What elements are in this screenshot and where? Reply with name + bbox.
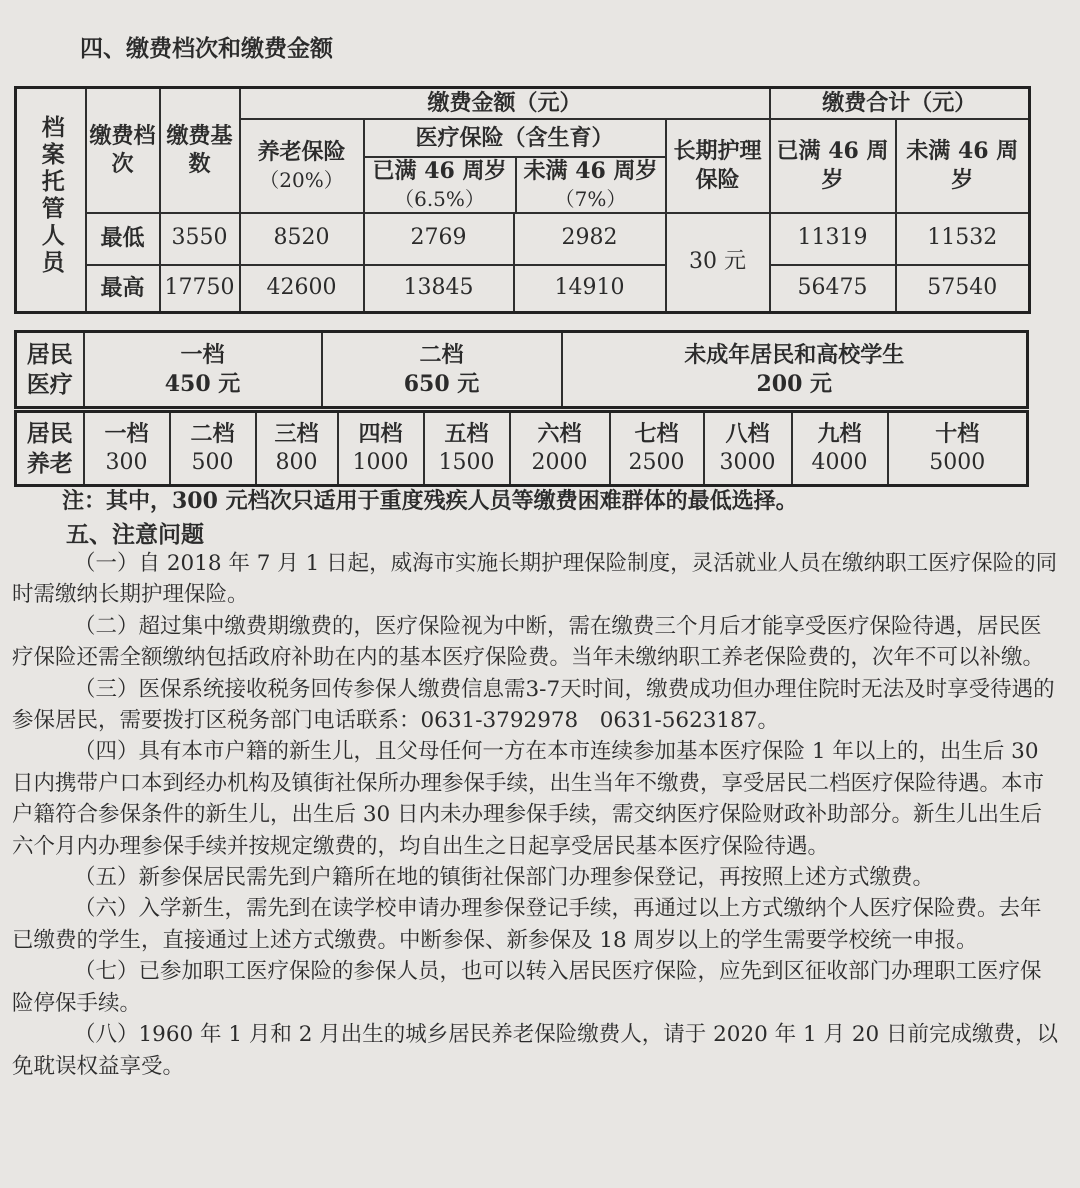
pension-grade: 二档 500 <box>170 412 256 486</box>
pension-grade: 七档 2500 <box>610 412 704 486</box>
medical-header: 医疗保险（含生育） 已满 46 周岁 （6.5%） 未满 46 周岁 （7%） <box>364 119 666 213</box>
resident-pension-label: 居民养老 <box>16 412 84 486</box>
resident-medical-table <box>14 330 1029 409</box>
employee-fee-table <box>14 86 1031 314</box>
ltc-header: 长期护理保险 <box>666 119 770 213</box>
cell-base: 3550 <box>160 213 240 265</box>
total-over-header: 已满 46 周岁 <box>770 119 896 213</box>
pension-grade: 九档 4000 <box>792 412 888 486</box>
medical-grade-student: 未成年居民和高校学生 200 元 <box>562 332 1028 408</box>
table-row <box>16 213 1030 265</box>
pension-grade: 十档 5000 <box>888 412 1028 486</box>
medical-grade-2: 二档 650 元 <box>322 332 562 408</box>
notice-item: （五）新参保居民需先到户籍所在地的镇街社保部门办理参保登记，再按照上述方式缴费。 <box>74 865 935 891</box>
pension-grade: 一档 300 <box>84 412 170 486</box>
resident-pension-table <box>14 410 1029 487</box>
notice-item: （六）入学新生，需先到在读学校申请办理参保登记手续，再通过以上方式缴纳个人医疗保险费。去年已缴费的学生，直接通过上述方式缴费。中断参保、新参保及 18 周岁以上的学生需要学校统一申报。 <box>12 896 1042 953</box>
row-label-archive: 档案托管人员 <box>16 88 86 313</box>
cell-grade: 最高 <box>86 265 160 313</box>
cell-med-under: 2982 <box>514 213 666 265</box>
col-grade-header: 缴费档次 <box>86 88 160 213</box>
total-under-header: 未满 46 周岁 <box>896 119 1030 213</box>
pension-grade: 三档 800 <box>256 412 338 486</box>
cell-total-over: 56475 <box>770 265 896 313</box>
cell-ltc: 30 元 <box>666 213 770 313</box>
col-base-header: 缴费基数 <box>160 88 240 213</box>
cell-total-under: 11532 <box>896 213 1030 265</box>
med-under-header: 未满 46 周岁 （7%） <box>523 158 658 211</box>
cell-med-over: 2769 <box>364 213 514 265</box>
notice-item: （八）1960 年 1 月和 2 月出生的城乡居民养老保险缴费人，请于 2020 年 1 月 20 日前完成缴费，以免耽误权益享受。 <box>12 1022 1059 1079</box>
note-text: 注：其中，300 元档次只适用于重度残疾人员等缴费困难群体的最低选择。 <box>62 488 798 514</box>
resident-medical-label: 居民医疗 <box>16 332 84 408</box>
cell-pension: 8520 <box>240 213 364 265</box>
notice-item: （三）医保系统接收税务回传参保人缴费信息需3-7天时间，缴费成功但办理住院时无法及时享受待遇的参保居民，需要拨打区税务部门电话联系：0631-3792978 0631-5623187。 <box>12 676 1055 734</box>
notice-item: （一）自 2018 年 7 月 1 日起，威海市实施长期护理保险制度，灵活就业人员在缴纳职工医疗保险的同时需缴纳长期护理保险。 <box>12 551 1058 608</box>
table-row <box>16 265 1030 313</box>
amount-group-header: 缴费金额（元） <box>240 88 770 119</box>
pension-grade: 五档 1500 <box>424 412 510 486</box>
total-group-header: 缴费合计（元） <box>770 88 1030 119</box>
cell-grade: 最低 <box>86 213 160 265</box>
cell-total-under: 57540 <box>896 265 1030 313</box>
pension-grade: 八档 3000 <box>704 412 792 486</box>
medical-grade-1: 一档 450 元 <box>84 332 322 408</box>
pension-grade: 六档 2000 <box>510 412 610 486</box>
pension-grade: 四档 1000 <box>338 412 424 486</box>
pension-header: 养老保险 （20%） <box>240 119 364 213</box>
cell-base: 17750 <box>160 265 240 313</box>
notice-list <box>12 548 1062 1082</box>
cell-total-over: 11319 <box>770 213 896 265</box>
section4-title: 四、缴费档次和缴费金额 <box>80 35 333 62</box>
section5-title: 五、注意问题 <box>66 521 204 548</box>
med-over-header: 已满 46 周岁 （6.5%） <box>365 158 517 212</box>
notice-item: （四）具有本市户籍的新生儿，且父母任何一方在本市连续参加基本医疗保险 1 年以上的，出生后 30 日内携带户口本到经办机构及镇街社保所办理参保手续，出生当年不缴费，享受居民二档医疗保险待遇。本市户籍符合参保条件的新生儿，出生后 30 日内未办理参保手续，需交纳医疗保险财政补助部分。新生儿出生后六个月内办理参保手续并按规定缴费的，均自出生之日起享受居民基本医疗保险待遇。 <box>12 739 1045 859</box>
cell-med-under: 14910 <box>514 265 666 313</box>
notice-item: （七）已参加职工医疗保险的参保人员，也可以转入居民医疗保险，应先到区征收部门办理职工医疗保险停保手续。 <box>12 959 1042 1016</box>
notice-item: （二）超过集中缴费期缴费的，医疗保险视为中断，需在缴费三个月后才能享受医疗保险待遇，居民医疗保险还需全额缴纳包括政府补助在内的基本医疗保险费。当年未缴纳职工养老保险费的，次年不可以补缴。 <box>12 613 1045 671</box>
cell-pension: 42600 <box>240 265 364 313</box>
cell-med-over: 13845 <box>364 265 514 313</box>
